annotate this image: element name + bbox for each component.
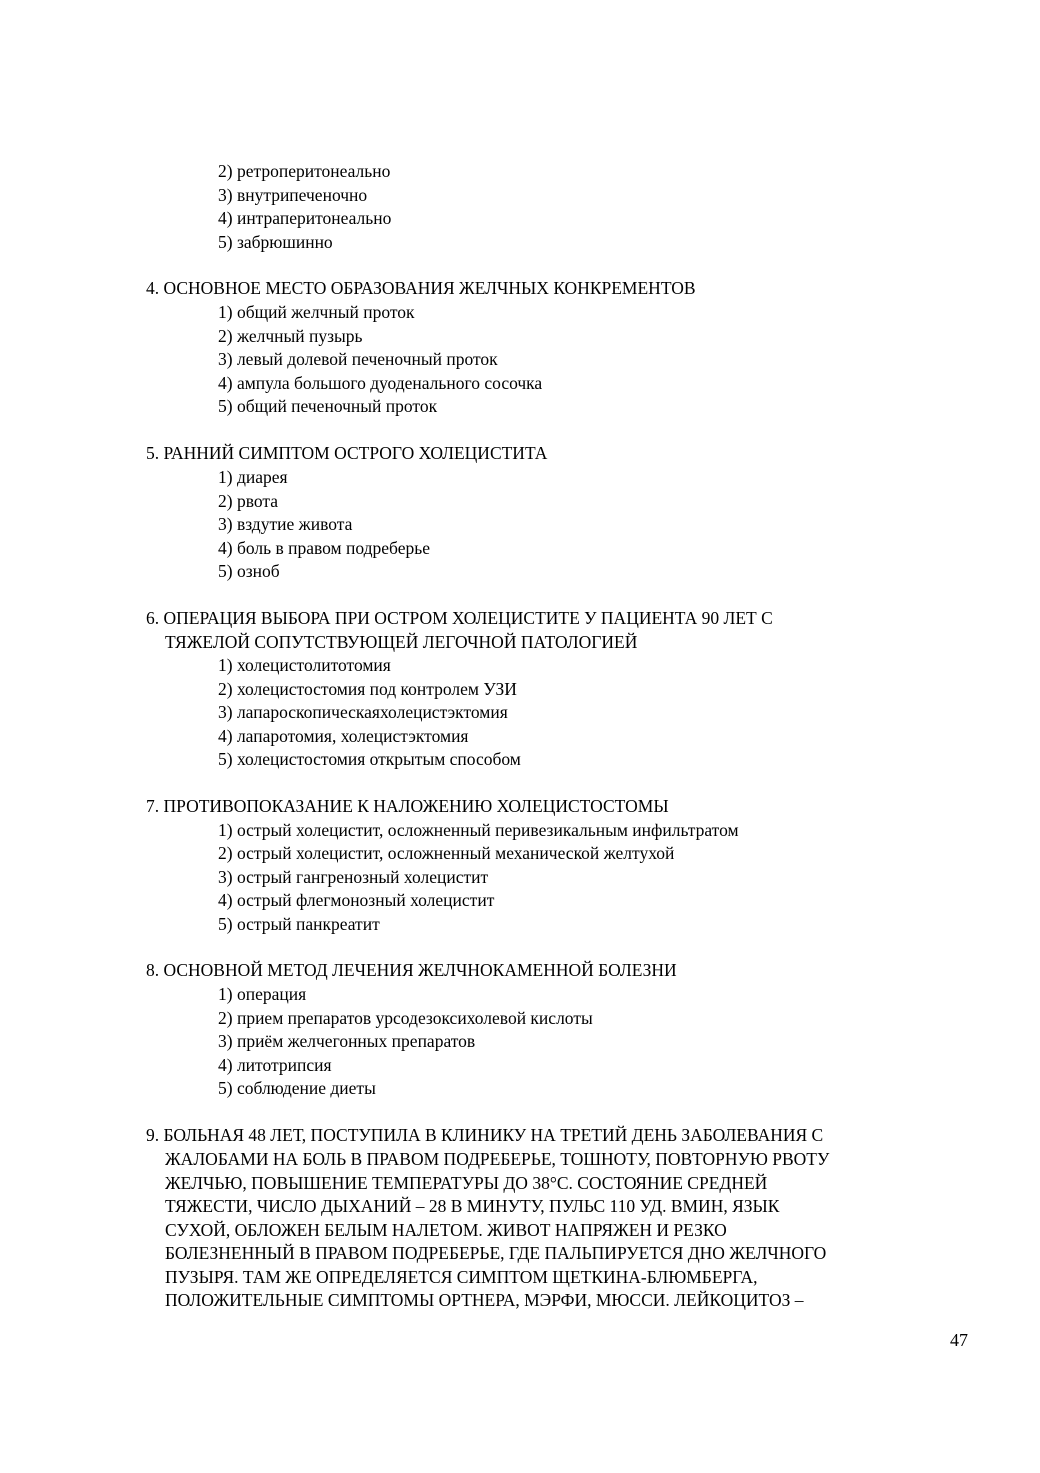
option-q4-3: 3) левый долевой печеночный проток	[218, 349, 498, 369]
question-6-title-line-2: ТЯЖЕЛОЙ СОПУТСТВУЮЩЕЙ ЛЕГОЧНОЙ ПАТОЛОГИЕЙ	[165, 631, 638, 652]
option-q7-5: 5) острый панкреатит	[218, 913, 380, 934]
option-q8-5: 5) соблюдение диеты	[218, 1078, 376, 1098]
page-number: 47	[950, 1330, 968, 1350]
option-q6-4: 4) лапаротомия, холецистэктомия	[218, 725, 469, 746]
option-q6-1: 1) холецистолитотомия	[218, 655, 391, 675]
option-q4-4: 4) ампула большого дуоденального сосочка	[218, 372, 543, 393]
question-7-title: 7. ПРОТИВОПОКАЗАНИЕ К НАЛОЖЕНИЮ ХОЛЕЦИСТОСТОМЫ	[146, 796, 669, 816]
question-9-text-line-7: ПУЗЫРЯ. ТАМ ЖЕ ОПРЕДЕЛЯЕТСЯ СИМПТОМ ЩЕТКИНА-БЛЮМБЕРГА,	[165, 1266, 758, 1287]
option-q5-2: 2) рвота	[218, 490, 278, 511]
question-9-text-line-4: ТЯЖЕСТИ, ЧИСЛО ДЫХАНИЙ – 28 В МИНУТУ, ПУЛЬС 110 УД. ВМИН, ЯЗЫК	[165, 1196, 780, 1216]
question-9-text-line-8: ПОЛОЖИТЕЛЬНЫЕ СИМПТОМЫ ОРТНЕРА, МЭРФИ, МЮССИ. ЛЕЙКОЦИТОЗ –	[165, 1290, 804, 1310]
question-5-title: 5. РАННИЙ СИМПТОМ ОСТРОГО ХОЛЕЦИСТИТА	[146, 443, 548, 463]
question-8-title: 8. ОСНОВНОЙ МЕТОД ЛЕЧЕНИЯ ЖЕЛЧНОКАМЕННОЙ БОЛЕЗНИ	[146, 960, 677, 980]
option-q5-1: 1) диарея	[218, 467, 288, 487]
option-q3-2: 2) ретроперитонеально	[218, 161, 391, 181]
option-q7-3: 3) острый гангренозный холецистит	[218, 866, 489, 887]
option-q7-2: 2) острый холецистит, осложненный механической желтухой	[218, 843, 675, 863]
question-9-text-line-5: СУХОЙ, ОБЛОЖЕН БЕЛЫМ НАЛЕТОМ. ЖИВОТ НАПРЯЖЕН И РЕЗКО	[165, 1219, 727, 1240]
option-q5-3: 3) вздутие живота	[218, 514, 353, 534]
question-9-text-line-2: ЖАЛОБАМИ НА БОЛЬ В ПРАВОМ ПОДРЕБЕРЬЕ, ТОШНОТУ, ПОВТОРНУЮ РВОТУ	[165, 1149, 830, 1169]
option-q5-4: 4) боль в правом подреберье	[218, 537, 430, 558]
option-q3-3: 3) внутрипеченочно	[218, 184, 368, 205]
question-9-text-line-6: БОЛЕЗНЕННЫЙ В ПРАВОМ ПОДРЕБЕРЬЕ, ГДЕ ПАЛЬПИРУЕТСЯ ДНО ЖЕЛЧНОГО	[165, 1243, 827, 1263]
option-q4-5: 5) общий печеночный проток	[218, 396, 438, 416]
option-q8-4: 4) литотрипсия	[218, 1054, 332, 1075]
option-q3-4: 4) интраперитонеально	[218, 208, 392, 228]
option-q3-5: 5) забрюшинно	[218, 231, 333, 252]
option-q8-2: 2) прием препаратов урсодезоксихолевой кислоты	[218, 1007, 593, 1028]
option-q8-1: 1) операция	[218, 984, 307, 1004]
option-q6-5: 5) холецистостомия открытым способом	[218, 749, 521, 769]
option-q7-4: 4) острый флегмонозный холецистит	[218, 890, 495, 910]
option-q8-3: 3) приём желчегонных препаратов	[218, 1031, 476, 1051]
option-q4-2: 2) желчный пузырь	[218, 325, 363, 346]
question-4-title: 4. ОСНОВНОЕ МЕСТО ОБРАЗОВАНИЯ ЖЕЛЧНЫХ КОНКРЕМЕНТОВ	[146, 278, 696, 298]
option-q6-3: 3) лапароскопическаяхолецистэктомия	[218, 702, 508, 722]
option-q7-1: 1) острый холецистит, осложненный перивезикальным инфильтратом	[218, 819, 739, 840]
option-q6-2: 2) холецистостомия под контролем УЗИ	[218, 678, 517, 699]
question-9-text-line-1: 9. БОЛЬНАЯ 48 ЛЕТ, ПОСТУПИЛА В КЛИНИКУ НА ТРЕТИЙ ДЕНЬ ЗАБОЛЕВАНИЯ С	[146, 1125, 824, 1145]
question-9-text-line-3: ЖЕЛЧЬЮ, ПОВЫШЕНИЕ ТЕМПЕРАТУРЫ ДО 38°С. СОСТОЯНИЕ СРЕДНЕЙ	[165, 1172, 768, 1193]
option-q5-5: 5) озноб	[218, 561, 280, 581]
question-6-title: 6. ОПЕРАЦИЯ ВЫБОРА ПРИ ОСТРОМ ХОЛЕЦИСТИТЕ У ПАЦИЕНТА 90 ЛЕТ С	[146, 608, 773, 628]
option-q4-1: 1) общий желчный проток	[218, 302, 415, 322]
